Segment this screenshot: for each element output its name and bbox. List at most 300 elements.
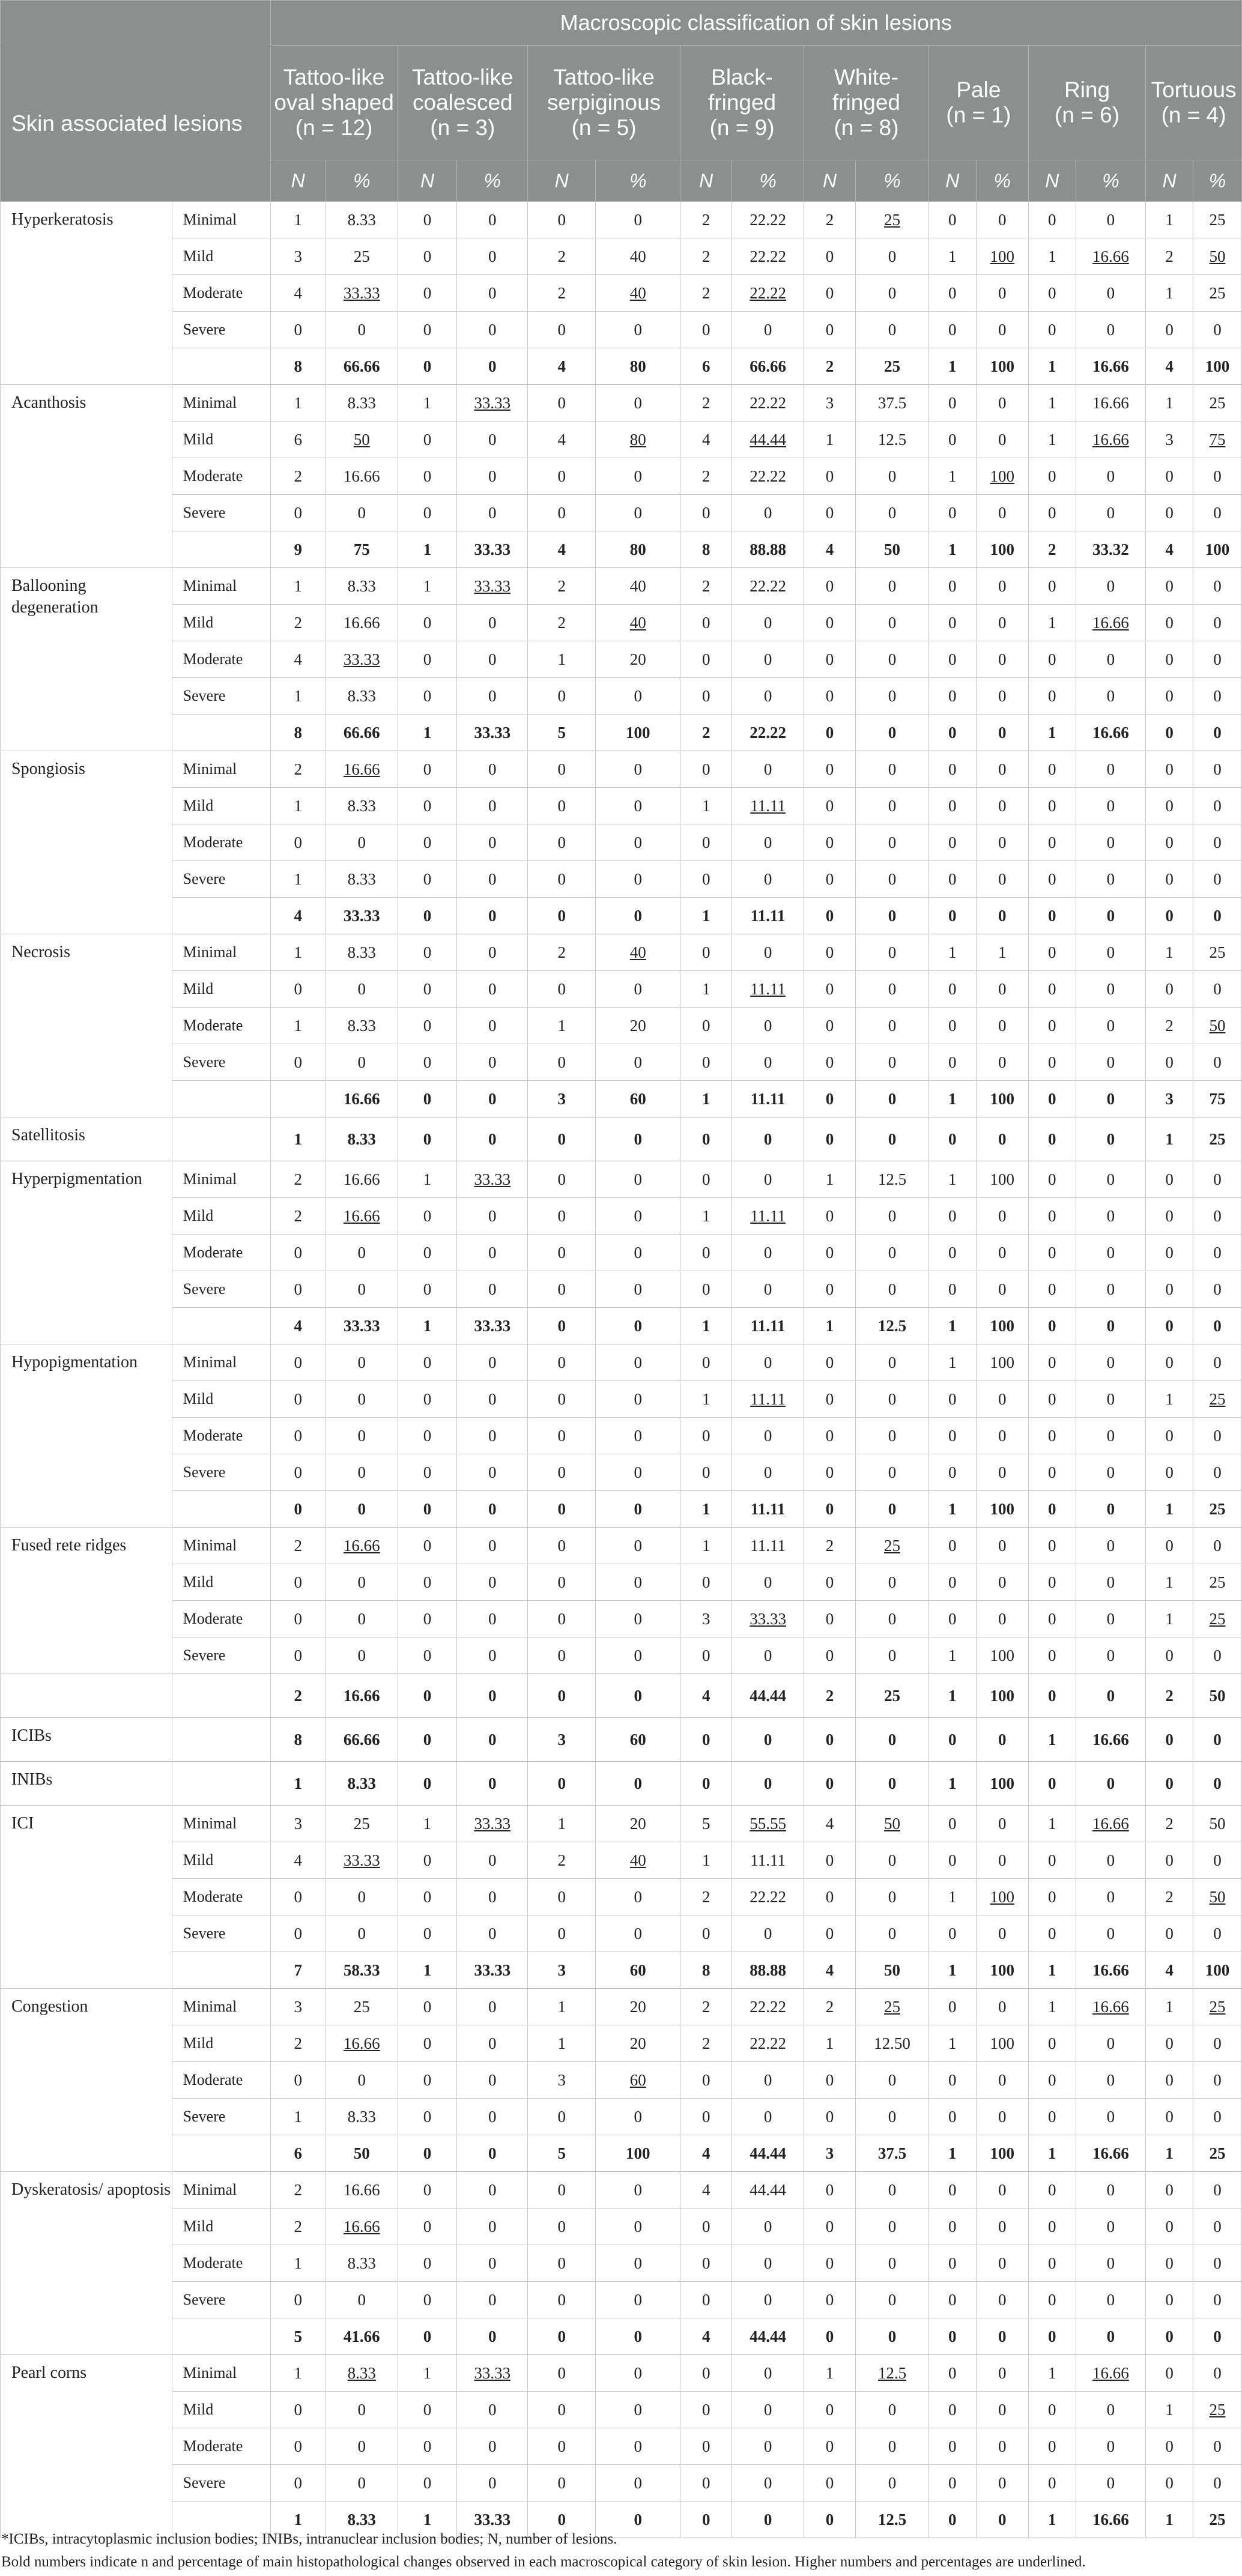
count-cell: 0 xyxy=(528,1564,596,1601)
lesion-label: Dyskeratosis/ apoptosis xyxy=(1,2172,172,2355)
percent-cell: 16.66 xyxy=(326,751,398,788)
percent-cell: 0 xyxy=(856,1008,929,1044)
percent-cell: 0 xyxy=(856,2428,929,2465)
percent-cell: 25 xyxy=(1193,934,1241,971)
severity-label: Severe xyxy=(172,1044,270,1081)
count-cell: 0 xyxy=(398,348,457,385)
percent-cell: 16.66 xyxy=(1076,422,1146,458)
count-cell: 0 xyxy=(528,1418,596,1454)
table-row xyxy=(1,2245,1242,2282)
count-cell: 8 xyxy=(270,1718,326,1762)
percent-cell: 0 xyxy=(1193,312,1241,348)
percent-cell: 0 xyxy=(732,641,804,678)
severity-label xyxy=(172,1952,270,1989)
table-row xyxy=(1,934,1242,971)
count-cell: 1 xyxy=(1146,1117,1193,1161)
count-cell: 0 xyxy=(1146,678,1193,715)
percent-cell: 0 xyxy=(326,1491,398,1528)
count-cell: 0 xyxy=(928,2209,976,2245)
count-cell: 0 xyxy=(804,2062,855,2099)
count-cell: 4 xyxy=(680,422,732,458)
percent-cell: 16.66 xyxy=(326,1198,398,1235)
percent-cell: 0 xyxy=(1193,824,1241,861)
count-cell: 2 xyxy=(804,1528,855,1564)
count-cell: 0 xyxy=(680,1718,732,1762)
count-cell: 4 xyxy=(1146,1952,1193,1989)
count-cell: 0 xyxy=(928,1528,976,1564)
count-cell: 0 xyxy=(804,568,855,605)
table-row xyxy=(1,715,1242,751)
percent-cell: 0 xyxy=(457,1044,528,1081)
percent-cell: 0 xyxy=(976,2465,1028,2502)
category-count: (n = 3) xyxy=(430,115,495,140)
percent-cell: 0 xyxy=(856,1718,929,1762)
severity-label: Severe xyxy=(172,2282,270,2318)
percent-cell: 25 xyxy=(1193,1491,1241,1528)
count-cell: 0 xyxy=(1146,1637,1193,1674)
percent-cell: 0 xyxy=(976,568,1028,605)
percent-cell: 25 xyxy=(1193,2502,1241,2538)
count-cell: 1 xyxy=(1146,1491,1193,1528)
count-cell: 1 xyxy=(1146,202,1193,238)
percent-cell: 0 xyxy=(1193,1637,1241,1674)
count-cell: 0 xyxy=(1146,861,1193,898)
count-cell: 6 xyxy=(270,2135,326,2172)
count-cell: 0 xyxy=(270,1381,326,1418)
column-n-header: N xyxy=(398,160,457,202)
lesion-label: Hypopigmentation xyxy=(1,1344,172,1528)
percent-cell: 0 xyxy=(596,1308,680,1344)
count-cell: 2 xyxy=(528,238,596,275)
row-header: Skin associated lesions xyxy=(1,46,271,202)
percent-cell: 16.66 xyxy=(326,1161,398,1198)
count-cell: 0 xyxy=(528,385,596,422)
severity-label: Moderate xyxy=(172,1601,270,1637)
count-cell: 0 xyxy=(528,202,596,238)
count-cell: 2 xyxy=(804,1989,855,2025)
percent-cell: 0 xyxy=(596,1915,680,1952)
percent-cell: 0 xyxy=(1193,1454,1241,1491)
percent-cell: 0 xyxy=(457,1842,528,1879)
count-cell: 1 xyxy=(398,568,457,605)
count-cell: 0 xyxy=(1146,458,1193,495)
count-cell: 0 xyxy=(398,1235,457,1271)
percent-cell: 0 xyxy=(856,495,929,531)
count-cell: 0 xyxy=(398,1491,457,1528)
count-cell: 0 xyxy=(528,1344,596,1381)
percent-cell: 0 xyxy=(596,1161,680,1198)
percent-cell: 37.5 xyxy=(856,385,929,422)
percent-cell: 0 xyxy=(1076,1842,1146,1879)
count-cell: 0 xyxy=(1146,1308,1193,1344)
percent-cell: 8.33 xyxy=(326,2355,398,2392)
percent-cell: 0 xyxy=(732,934,804,971)
severity-label: Moderate xyxy=(172,1879,270,1915)
percent-cell: 0 xyxy=(976,1718,1028,1762)
column-percent-header: % xyxy=(856,160,929,202)
percent-cell: 44.44 xyxy=(732,2318,804,2355)
table-row xyxy=(1,641,1242,678)
count-cell: 4 xyxy=(680,2135,732,2172)
count-cell: 0 xyxy=(398,1879,457,1915)
count-cell: 2 xyxy=(528,568,596,605)
severity-label: Mild xyxy=(172,1381,270,1418)
count-cell: 1 xyxy=(928,458,976,495)
severity-label xyxy=(172,898,270,934)
count-cell: 1 xyxy=(398,1308,457,1344)
count-cell: 0 xyxy=(1028,1381,1076,1418)
count-cell: 0 xyxy=(1028,2428,1076,2465)
count-cell: 0 xyxy=(398,641,457,678)
percent-cell: 0 xyxy=(326,2392,398,2428)
count-cell: 2 xyxy=(680,458,732,495)
percent-cell: 0 xyxy=(856,1344,929,1381)
count-cell: 0 xyxy=(1028,1081,1076,1117)
percent-cell: 0 xyxy=(856,1564,929,1601)
count-cell: 1 xyxy=(270,2099,326,2135)
header-corner xyxy=(1,1,271,46)
percent-cell: 0 xyxy=(976,605,1028,641)
table-row xyxy=(1,1674,1242,1718)
severity-label: Mild xyxy=(172,788,270,824)
count-cell: 0 xyxy=(1146,2318,1193,2355)
count-cell: 3 xyxy=(1146,1081,1193,1117)
count-cell: 0 xyxy=(928,1915,976,1952)
count-cell: 1 xyxy=(1028,1989,1076,2025)
severity-label xyxy=(172,2135,270,2172)
percent-cell: 0 xyxy=(976,2282,1028,2318)
severity-label: Minimal xyxy=(172,934,270,971)
percent-cell: 33.33 xyxy=(457,385,528,422)
severity-label: Moderate xyxy=(172,2245,270,2282)
table-row xyxy=(1,1915,1242,1952)
percent-cell: 33.33 xyxy=(457,2502,528,2538)
count-cell: 4 xyxy=(270,1842,326,1879)
percent-cell: 0 xyxy=(1076,1198,1146,1235)
severity-label: Moderate xyxy=(172,824,270,861)
percent-cell: 0 xyxy=(1076,1528,1146,1564)
percent-cell: 0 xyxy=(1076,1637,1146,1674)
percent-cell: 16.66 xyxy=(326,458,398,495)
percent-cell: 0 xyxy=(1076,568,1146,605)
severity-label: Moderate xyxy=(172,275,270,312)
percent-cell: 100 xyxy=(1193,1952,1241,1989)
count-cell: 0 xyxy=(1028,1564,1076,1601)
percent-cell: 60 xyxy=(596,1081,680,1117)
percent-cell: 20 xyxy=(596,641,680,678)
count-cell: 1 xyxy=(1028,1952,1076,1989)
percent-cell: 0 xyxy=(326,1564,398,1601)
severity-label: Severe xyxy=(172,1637,270,1674)
percent-cell: 0 xyxy=(596,2282,680,2318)
table-row xyxy=(1,275,1242,312)
count-cell: 1 xyxy=(270,385,326,422)
percent-cell: 0 xyxy=(732,1161,804,1198)
percent-cell: 0 xyxy=(856,458,929,495)
percent-cell: 0 xyxy=(856,678,929,715)
percent-cell: 0 xyxy=(326,2282,398,2318)
percent-cell: 0 xyxy=(1193,1718,1241,1762)
count-cell: 2 xyxy=(1146,1879,1193,1915)
percent-cell: 0 xyxy=(976,971,1028,1008)
count-cell: 2 xyxy=(1028,531,1076,568)
count-cell: 4 xyxy=(270,275,326,312)
percent-cell: 100 xyxy=(976,1762,1028,1806)
count-cell: 0 xyxy=(1028,1235,1076,1271)
count-cell: 0 xyxy=(804,1491,855,1528)
count-cell: 8 xyxy=(680,1952,732,1989)
count-cell: 0 xyxy=(928,715,976,751)
count-cell: 0 xyxy=(528,1381,596,1418)
category-header xyxy=(804,46,928,160)
percent-cell: 22.22 xyxy=(732,715,804,751)
count-cell: 1 xyxy=(398,385,457,422)
percent-cell: 0 xyxy=(732,1915,804,1952)
count-cell: 0 xyxy=(1028,971,1076,1008)
count-cell: 0 xyxy=(680,861,732,898)
percent-cell: 0 xyxy=(856,275,929,312)
percent-cell: 0 xyxy=(856,1454,929,1491)
count-cell: 0 xyxy=(1146,751,1193,788)
percent-cell: 0 xyxy=(732,1718,804,1762)
table-row xyxy=(1,568,1242,605)
percent-cell: 0 xyxy=(976,2062,1028,2099)
count-cell: 1 xyxy=(1028,422,1076,458)
percent-cell: 0 xyxy=(1076,495,1146,531)
count-cell: 0 xyxy=(804,1718,855,1762)
percent-cell: 0 xyxy=(457,1564,528,1601)
percent-cell: 0 xyxy=(976,1418,1028,1454)
count-cell: 0 xyxy=(270,1454,326,1491)
count-cell: 8 xyxy=(270,715,326,751)
table-row xyxy=(1,202,1242,238)
percent-cell: 0 xyxy=(732,2245,804,2282)
percent-cell: 0 xyxy=(457,2245,528,2282)
count-cell: 2 xyxy=(270,1528,326,1564)
column-percent-header: % xyxy=(1076,160,1146,202)
count-cell: 0 xyxy=(804,1564,855,1601)
count-cell: 1 xyxy=(270,861,326,898)
percent-cell: 0 xyxy=(596,1271,680,1308)
percent-cell: 0 xyxy=(596,788,680,824)
percent-cell: 0 xyxy=(976,312,1028,348)
count-cell: 0 xyxy=(270,2428,326,2465)
count-cell: 1 xyxy=(928,1952,976,1989)
percent-cell: 0 xyxy=(976,898,1028,934)
percent-cell: 0 xyxy=(1076,275,1146,312)
count-cell: 1 xyxy=(270,568,326,605)
count-cell: 0 xyxy=(680,1235,732,1271)
count-cell: 0 xyxy=(528,312,596,348)
lesion-label: Ballooning degeneration xyxy=(1,568,172,751)
percent-cell: 0 xyxy=(596,1601,680,1637)
percent-cell: 22.22 xyxy=(732,1989,804,2025)
count-cell: 0 xyxy=(1146,495,1193,531)
percent-cell: 75 xyxy=(326,531,398,568)
percent-cell: 0 xyxy=(457,422,528,458)
percent-cell: 40 xyxy=(596,934,680,971)
percent-cell: 8.33 xyxy=(326,1117,398,1161)
count-cell: 0 xyxy=(398,2318,457,2355)
percent-cell: 0 xyxy=(596,971,680,1008)
count-cell: 0 xyxy=(804,898,855,934)
count-cell: 2 xyxy=(680,275,732,312)
percent-cell: 0 xyxy=(326,312,398,348)
count-cell: 0 xyxy=(528,2099,596,2135)
count-cell: 1 xyxy=(1146,275,1193,312)
count-cell: 2 xyxy=(528,934,596,971)
table-row xyxy=(1,1879,1242,1915)
table-row xyxy=(1,1008,1242,1044)
percent-cell: 0 xyxy=(976,1806,1028,1842)
count-cell: 0 xyxy=(804,1842,855,1879)
count-cell: 0 xyxy=(398,1674,457,1718)
count-cell: 0 xyxy=(270,1235,326,1271)
count-cell: 0 xyxy=(1028,1879,1076,1915)
count-cell: 2 xyxy=(1146,1008,1193,1044)
lesion-label: Acanthosis xyxy=(1,385,172,568)
column-percent-header: % xyxy=(1193,160,1241,202)
percent-cell: 0 xyxy=(596,861,680,898)
percent-cell: 12.5 xyxy=(856,2355,929,2392)
count-cell: 0 xyxy=(398,1915,457,1952)
severity-label: Severe xyxy=(172,1915,270,1952)
count-cell: 4 xyxy=(804,1806,855,1842)
count-cell: 0 xyxy=(398,2428,457,2465)
percent-cell: 100 xyxy=(1193,531,1241,568)
percent-cell: 0 xyxy=(856,2245,929,2282)
count-cell: 0 xyxy=(398,1564,457,1601)
percent-cell: 0 xyxy=(1193,458,1241,495)
percent-cell: 33.33 xyxy=(457,1161,528,1198)
count-cell: 0 xyxy=(528,1674,596,1718)
percent-cell: 0 xyxy=(976,1601,1028,1637)
severity-label: Mild xyxy=(172,971,270,1008)
severity-label: Severe xyxy=(172,678,270,715)
count-cell: 2 xyxy=(680,1989,732,2025)
table-row xyxy=(1,2392,1242,2428)
table-row xyxy=(1,1989,1242,2025)
count-cell: 0 xyxy=(398,2062,457,2099)
percent-cell: 0 xyxy=(1076,2392,1146,2428)
percent-cell: 0 xyxy=(976,824,1028,861)
percent-cell: 0 xyxy=(976,1989,1028,2025)
count-cell: 0 xyxy=(270,1564,326,1601)
percent-cell: 0 xyxy=(976,1198,1028,1235)
count-cell: 1 xyxy=(270,1117,326,1161)
table-row xyxy=(1,788,1242,824)
percent-cell: 0 xyxy=(976,678,1028,715)
count-cell: 0 xyxy=(398,495,457,531)
percent-cell: 16.66 xyxy=(1076,1806,1146,1842)
percent-cell: 0 xyxy=(976,2428,1028,2465)
count-cell: 0 xyxy=(804,2282,855,2318)
count-cell: 0 xyxy=(928,824,976,861)
percent-cell: 33.33 xyxy=(326,1308,398,1344)
percent-cell: 0 xyxy=(1193,1235,1241,1271)
count-cell: 0 xyxy=(270,1271,326,1308)
table-row xyxy=(1,1637,1242,1674)
lesion-label: ICI xyxy=(1,1806,172,1989)
percent-cell: 0 xyxy=(1076,971,1146,1008)
table-row xyxy=(1,422,1242,458)
count-cell: 0 xyxy=(680,2099,732,2135)
count-cell: 0 xyxy=(1028,1418,1076,1454)
percent-cell: 0 xyxy=(1076,788,1146,824)
count-cell: 5 xyxy=(680,1806,732,1842)
percent-cell: 100 xyxy=(976,1674,1028,1718)
count-cell: 0 xyxy=(270,1601,326,1637)
count-cell: 0 xyxy=(804,1344,855,1381)
count-cell: 2 xyxy=(1146,238,1193,275)
severity-label: Minimal xyxy=(172,1528,270,1564)
severity-label: Mild xyxy=(172,2392,270,2428)
count-cell: 0 xyxy=(398,751,457,788)
count-cell: 0 xyxy=(1028,1915,1076,1952)
percent-cell: 0 xyxy=(326,495,398,531)
count-cell: 0 xyxy=(804,1418,855,1454)
count-cell: 1 xyxy=(1146,1564,1193,1601)
percent-cell: 12.5 xyxy=(856,1308,929,1344)
percent-cell: 0 xyxy=(1193,788,1241,824)
percent-cell: 100 xyxy=(976,1344,1028,1381)
percent-cell: 8.33 xyxy=(326,788,398,824)
percent-cell: 0 xyxy=(856,2318,929,2355)
count-cell: 0 xyxy=(1028,934,1076,971)
count-cell: 0 xyxy=(1028,1044,1076,1081)
percent-cell: 0 xyxy=(976,2209,1028,2245)
count-cell: 1 xyxy=(804,1308,855,1344)
percent-cell: 0 xyxy=(856,824,929,861)
percent-cell: 0 xyxy=(856,2172,929,2209)
percent-cell: 0 xyxy=(596,1762,680,1806)
count-cell: 0 xyxy=(1028,458,1076,495)
count-cell: 0 xyxy=(680,2428,732,2465)
count-cell: 1 xyxy=(528,1806,596,1842)
severity-label: Severe xyxy=(172,1271,270,1308)
count-cell: 0 xyxy=(928,202,976,238)
count-cell: 1 xyxy=(928,1637,976,1674)
percent-cell: 11.11 xyxy=(732,1491,804,1528)
percent-cell: 33.33 xyxy=(457,2355,528,2392)
percent-cell: 0 xyxy=(1076,1879,1146,1915)
count-cell: 0 xyxy=(528,678,596,715)
count-cell: 5 xyxy=(270,2318,326,2355)
table-row xyxy=(1,1198,1242,1235)
lesion-label: Fused rete ridges xyxy=(1,1528,172,1674)
column-n-header: N xyxy=(528,160,596,202)
count-cell: 1 xyxy=(398,1161,457,1198)
count-cell: 4 xyxy=(680,2172,732,2209)
count-cell: 1 xyxy=(928,1161,976,1198)
percent-cell: 0 xyxy=(856,1915,929,1952)
percent-cell: 20 xyxy=(596,1008,680,1044)
percent-cell: 44.44 xyxy=(732,2135,804,2172)
count-cell: 3 xyxy=(804,2135,855,2172)
count-cell: 1 xyxy=(928,238,976,275)
count-cell: 1 xyxy=(1028,238,1076,275)
severity-label: Severe xyxy=(172,495,270,531)
count-cell: 0 xyxy=(1028,1161,1076,1198)
percent-cell: 33.33 xyxy=(457,1952,528,1989)
count-cell: 0 xyxy=(398,458,457,495)
percent-cell: 0 xyxy=(326,1454,398,1491)
count-cell: 0 xyxy=(928,2502,976,2538)
count-cell: 0 xyxy=(528,1879,596,1915)
table-row xyxy=(1,2282,1242,2318)
percent-cell: 0 xyxy=(326,1879,398,1915)
count-cell: 4 xyxy=(528,422,596,458)
